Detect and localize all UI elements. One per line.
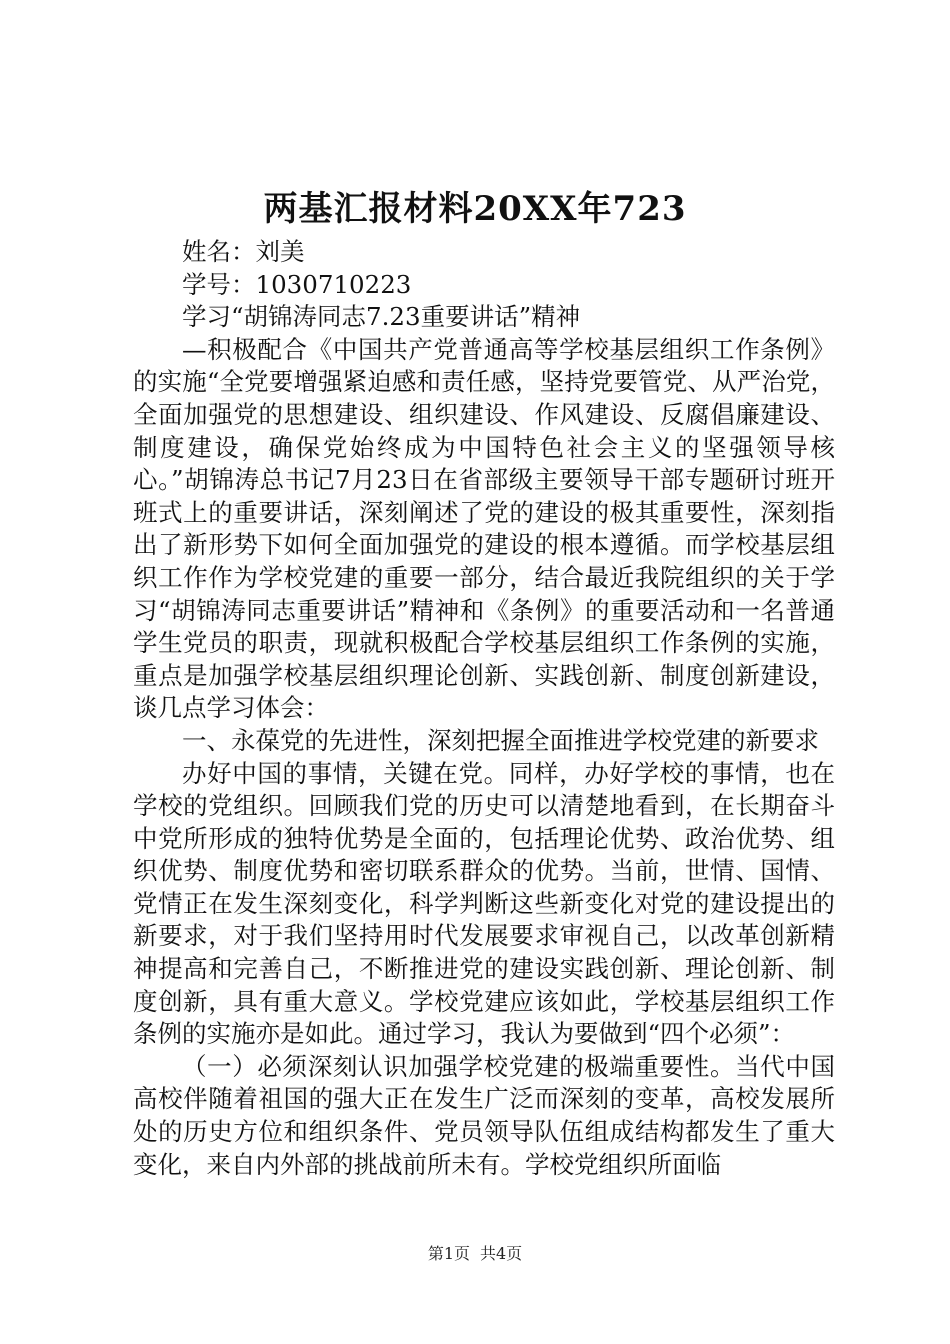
document-body — [133, 236, 835, 1181]
page-number: 第1页 — [427, 1244, 470, 1263]
subject-line: 学习“胡锦涛同志7.23重要讲话”精神 — [182, 302, 581, 332]
body-paragraph-point-one: （一）必须深刻认识加强学校党建的极端重要性。当代中国高校伴随着祖国的强大正在发生广泛而深刻的变革，高校发展所处的历史方位和组织条件、党员领导队伍组成结构都发生了重大变化，来自内外部的挑战前所未有。学校党组织所面临 — [133, 1051, 835, 1179]
body-paragraph-section-one: 办好中国的事情，关键在党。同样，办好学校的事情，也在学校的党组织。回顾我们党的历史可以清楚地看到，在长期奋斗中党所形成的独特优势是全面的，包括理论优势、政治优势、组织优势、制度优势和密切联系群众的优势。当前，世情、国情、党情正在发生深刻变化，科学判断这些新变化对党的建设提出的新要求，对于我们坚持用时代发展要求审视自己，以改革创新精神提高和完善自己，不断推进党的建设实践创新、理论创新、制度创新，具有重大意义。学校党建应该如此，学校基层组织工作条例的实施亦是如此。通过学习，我认为要做到“四个必须”： — [133, 758, 835, 1049]
page-footer — [0, 1244, 950, 1264]
document-title: 两基汇报材料20XX年723 — [263, 189, 687, 229]
body-paragraph-intro: —积极配合《中国共产党普通高等学校基层组织工作条例》的实施“全党要增强紧迫感和责任感，坚持党要管党、从严治党，全面加强党的思想建设、组织建设、作风建设、反腐倡廉建设、制度建设，确保党始终成为中国特色社会主义的坚强领导核心。”胡锦涛总书记7月23日在省部级主要领导干部专题研讨班开班式上的重要讲话，深刻阐述了党的建设的极其重要性，深刻指出了新形势下如何全面加强党的建设的根本遵循。而学校基层组织工作作为学校党建的重要一部分，结合最近我院组织的关于学习“胡锦涛同志重要讲话”精神和《条例》的重要活动和一名普通学生党员的职责，现就积极配合学校基层组织工作条例的实施，重点是加强学校基层组织理论创新、实践创新、制度创新建设，谈几点学习体会： — [133, 334, 835, 723]
page-total: 共4页 — [480, 1244, 523, 1263]
section-heading-one: 一、永葆党的先进性，深刻把握全面推进学校党建的新要求 — [182, 725, 819, 755]
student-id-line: 学号：1030710223 — [182, 269, 412, 299]
author-name-line: 姓名：刘美 — [182, 237, 305, 266]
